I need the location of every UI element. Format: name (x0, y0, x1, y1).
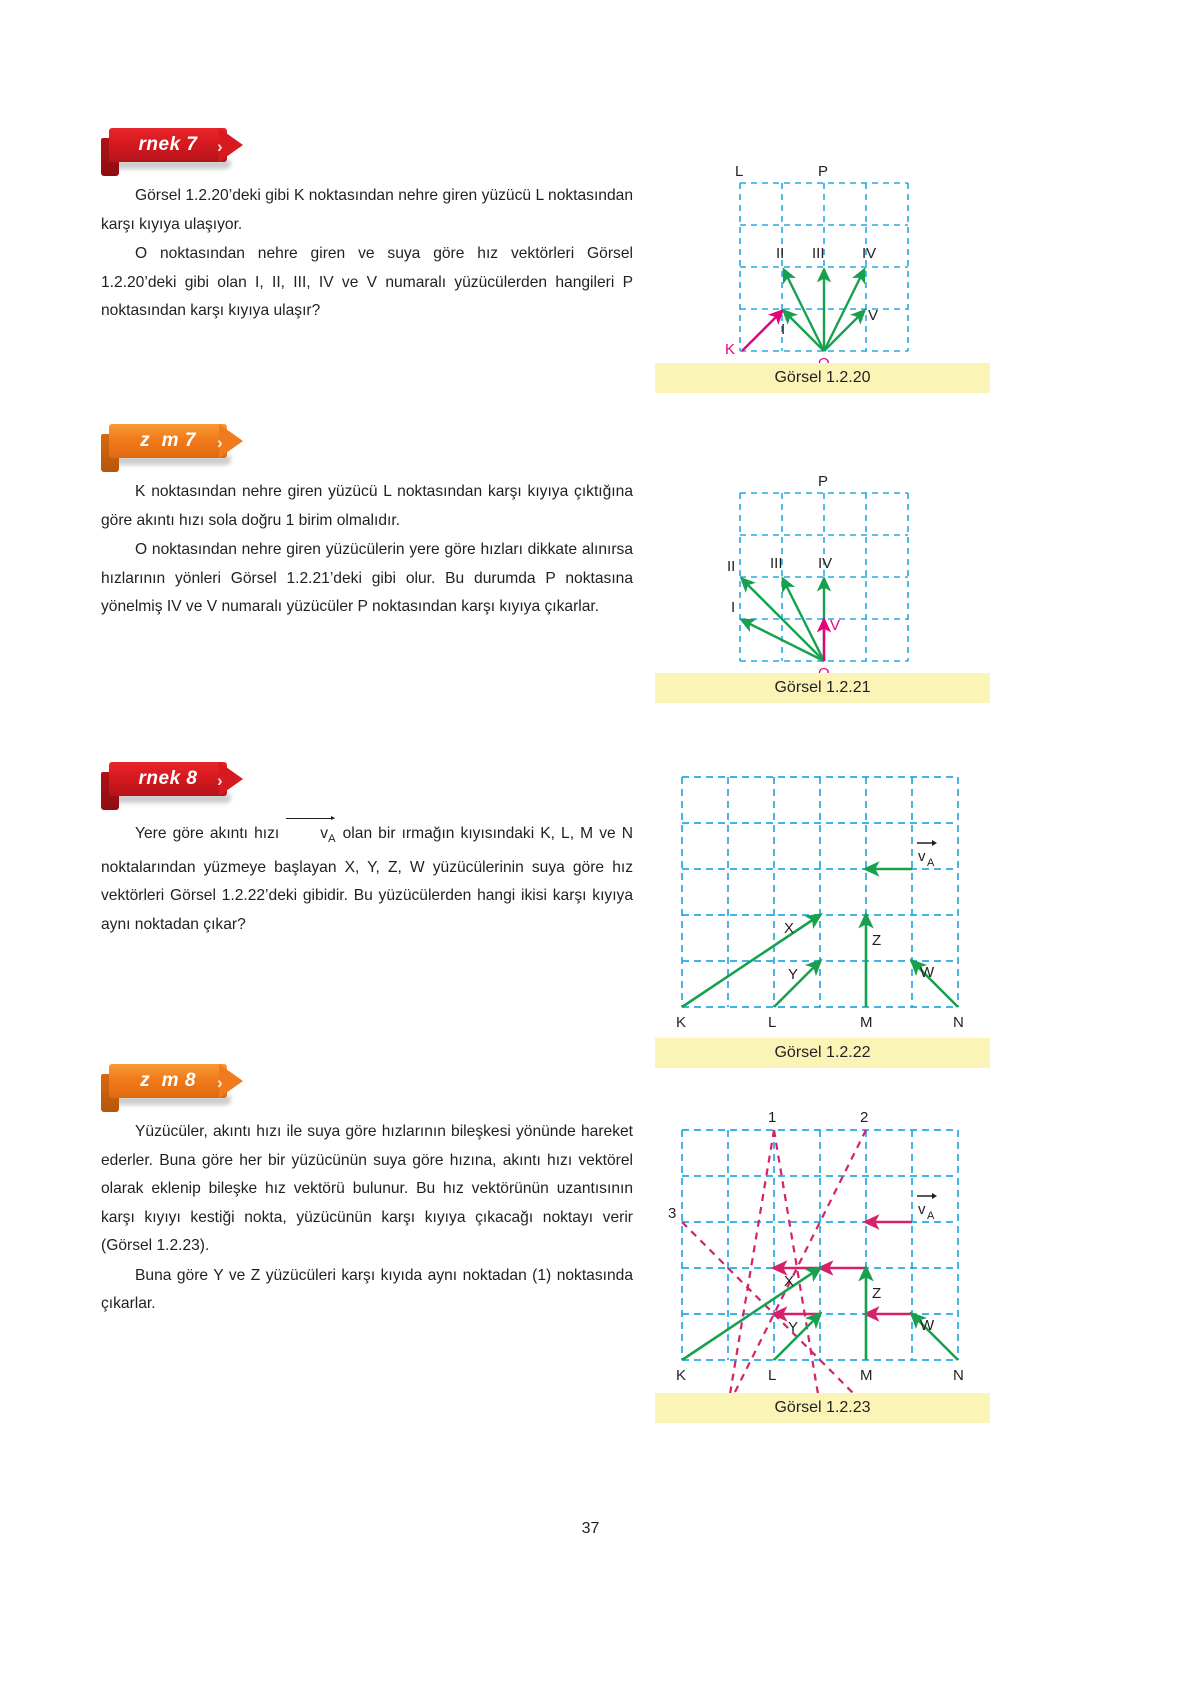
paragraph: K noktasından nehre giren yüzücü L noktasından karşı kıyıya çıktığına göre akıntı hızı sola doğru 1 birim olmalıdır. (101, 483, 633, 529)
vector-va-subscript: A (927, 857, 935, 869)
label-I: I (731, 599, 736, 616)
text-lead: Yere göre akıntı hızı (135, 825, 286, 842)
label-N: N (953, 1014, 964, 1031)
vector-va-inline (285, 820, 336, 854)
chevron-right-icon: › (217, 433, 223, 452)
text-rest: olan bir ırmağın kıyısındaki K, L, M ve N noktalarından yüzmeye başlayan X, Y, Z, W yüzücülerinin suya göre hız vektörleri Görsel 1.2.22’deki gibidir. Bu yüzücülerden hangi ikisi karşı kıyıya aynı noktadan çıkar? (101, 825, 633, 933)
paragraph: Görsel 1.2.20’deki gibi K noktasından nehre giren yüzücü L noktasından karşı kıyıya ulaşıyor. (101, 187, 633, 233)
vector-II (784, 270, 824, 351)
vector-subscript: A (328, 833, 336, 846)
vector-va-symbol: v (918, 848, 926, 865)
label-M: M (860, 1367, 873, 1384)
vector-arrow-bar (286, 818, 333, 819)
label-M: M (860, 1014, 873, 1031)
paragraph: Buna göre Y ve Z yüzücüleri karşı kıyıda aynı noktadan (1) noktasında çıkarlar. (101, 1266, 633, 1312)
paragraph: O noktasından nehre giren yüzücülerin yere göre hızları dikkate alınırsa hızlarının yönleri Görsel 1.2.21’deki gibi olur. Bu durumda P noktasına yönelmiş IV ve V numaralı yüzücüler P noktasından karşı kıyıya çıkarlar. (101, 541, 633, 615)
label-W: W (920, 964, 935, 981)
cozum-8-text (101, 1118, 633, 1319)
diagram-1-2-22 (666, 765, 986, 1035)
banner-label: z m 8 (140, 1070, 196, 1091)
chevron-right-icon: › (217, 1073, 223, 1092)
chevron-right-icon: › (217, 771, 223, 790)
vector-I (742, 620, 824, 661)
vector-W (912, 961, 958, 1007)
label-IV: IV (862, 245, 877, 262)
diagram-1-2-20 (700, 158, 980, 358)
grid-lines (682, 777, 958, 1007)
label-P: P (818, 473, 829, 490)
figure-gorsel-1-2-23 (666, 1108, 986, 1416)
paragraph: Yüzücüler, akıntı hızı ile suya göre hızlarının bileşkesi yönünde hareket ederler. Buna göre her bir yüzücünün suya göre hızına, akıntı hızı vektörel olarak eklenip bileşke hız vektörü bulunur. Bu hız vektörünün uzantısının karşı kıyıyı kestiği nokta, yüzücünün karşı kıyıya çıkacağı noktayı verir (Görsel 1.2.23). (101, 1123, 633, 1254)
vector-group-swimmers (784, 270, 864, 351)
vector-I (784, 311, 824, 351)
label-vA (917, 1193, 937, 1222)
label-L: L (768, 1367, 777, 1384)
label-I: I (781, 321, 786, 338)
label-Y: Y (788, 1319, 799, 1336)
label-X: X (784, 920, 795, 937)
label-Y: Y (788, 966, 799, 983)
vector-K-current (742, 311, 782, 351)
cozum-7-text (101, 478, 633, 622)
grid-lines (682, 1130, 958, 1360)
banner-cozum-7 (101, 424, 249, 466)
ornek-7-text (101, 182, 633, 326)
label-K: K (725, 341, 736, 358)
figure-gorsel-1-2-22 (666, 765, 986, 1061)
label-3: 3 (668, 1205, 677, 1222)
ornek-8-text (101, 820, 633, 939)
banner-label: rnek 8 (138, 768, 198, 789)
paragraph: O noktasından nehre giren ve suya göre hız vektörleri Görsel 1.2.20’deki gibi olan I, II, III, IV ve V numaralı yüzücülerden hangileri P noktasından karşı kıyıya ulaşır? (101, 245, 633, 319)
label-W: W (920, 1317, 935, 1334)
label-IV: IV (818, 555, 833, 572)
vector-X (682, 915, 820, 1007)
vector-symbol: v (320, 825, 329, 842)
label-II: II (776, 245, 785, 262)
banner-ornek-8 (101, 762, 249, 804)
label-1: 1 (768, 1109, 777, 1126)
banner-cozum-8 (101, 1064, 249, 1106)
label-vA (917, 840, 937, 869)
vector-va-subscript: A (927, 1210, 935, 1222)
label-III: III (770, 555, 783, 572)
figure-gorsel-1-2-20 (700, 158, 980, 386)
vector-W (912, 1314, 958, 1360)
vector-va-symbol: v (918, 1201, 926, 1218)
chevron-right-icon: › (217, 137, 223, 156)
caption-gorsel-1-2-23: Görsel 1.2.23 (655, 1393, 990, 1423)
label-N: N (953, 1367, 964, 1384)
label-K: K (676, 1367, 687, 1384)
caption-gorsel-1-2-21: Görsel 1.2.21 (655, 673, 990, 703)
diagram-1-2-23 (666, 1108, 986, 1408)
label-II: II (727, 558, 736, 575)
page-number: 37 (581, 1520, 600, 1537)
label-L: L (735, 163, 744, 180)
label-2: 2 (860, 1109, 869, 1126)
caption-gorsel-1-2-22: Görsel 1.2.22 (655, 1038, 990, 1068)
vector-III (783, 579, 824, 661)
vector-IV (824, 270, 864, 351)
diagram-1-2-21 (700, 468, 980, 668)
paragraph-rich (101, 820, 633, 939)
figure-gorsel-1-2-21 (700, 468, 980, 696)
vector-II (742, 579, 824, 661)
label-V: V (868, 307, 879, 324)
label-V: V (830, 617, 841, 634)
label-L: L (768, 1014, 777, 1031)
caption-gorsel-1-2-20: Görsel 1.2.20 (655, 363, 990, 393)
label-Z: Z (872, 932, 882, 949)
label-P: P (818, 163, 829, 180)
label-X: X (784, 1273, 795, 1290)
vector-V (824, 311, 864, 351)
banner-label: rnek 7 (138, 134, 198, 155)
banner-label: z m 7 (140, 430, 196, 451)
vector-group-swimmers (742, 579, 824, 661)
label-K: K (676, 1014, 687, 1031)
label-Z: Z (872, 1285, 882, 1302)
label-III: III (812, 245, 825, 262)
banner-ornek-7 (101, 128, 249, 170)
